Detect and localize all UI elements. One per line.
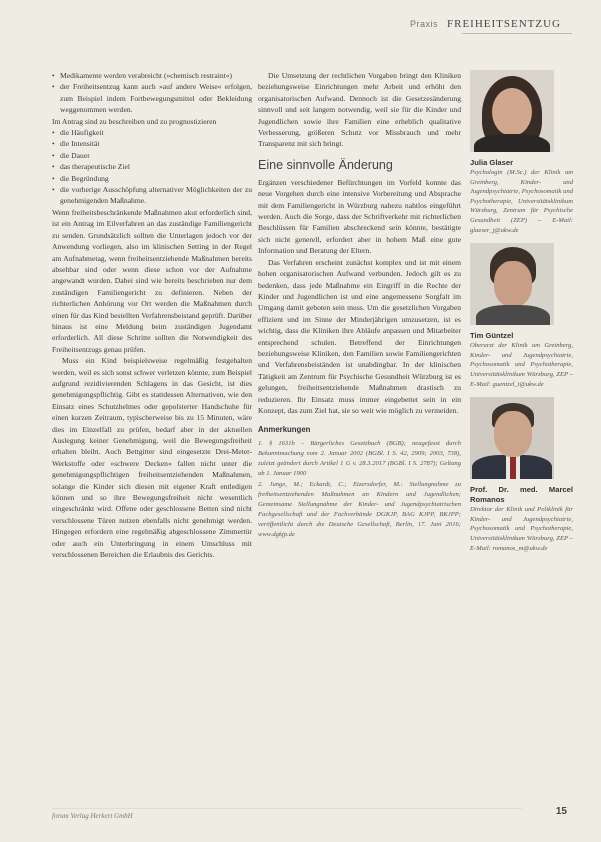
author-photo: [470, 243, 554, 325]
author-name: Tim Güntzel: [470, 331, 514, 341]
column-middle: [258, 70, 461, 541]
author-name: Julia Glaser: [470, 158, 514, 167]
note-item: 2. Junge, M.; Eckardt, C.; Etzersdorfer, M.: Stellungnahme zu freiheitsentziehenden Maßnahmen an Kindern und Jugendlichen; Gemeinsame Stellungnahme der Kinder- und Jugendpsychiatrischen Fachgesellschaft und der Fachverbände DGKJP, BAG KJPP, BKJPP; veröffentlicht durch die Deutsche Gesellschaft, Berlin, 17. Juni 2016; www.dgkjp.de: [258, 480, 461, 538]
author-card: [470, 243, 573, 389]
page-header: [410, 18, 561, 30]
list-item: • die Häufigkeit: [52, 127, 252, 138]
section-heading: Eine sinnvolle Änderung: [258, 157, 393, 172]
body-paragraph: Muss ein Kind beispielsweise regelmäßig festgehalten werden, weil es sich sonst schwer verletzen könnte, zum Beispiel aufgrund rezidivierenden Schlagens in das Gesicht, ist dies genehmigungspflichtig. Gibt es stattdessen Alternativen, wie den Einsatz eines Schutzhelmes oder gepolsterter Handschuhe für einen kurzen Zeitraum, typischerweise bis zu 15 Minuten, wäre dies im Einzelfall zu prüfen, bedarf aber in der aktuellen Auslegung keiner Genehmigung, weil die Bewegungsfreiheit erhalten bleibt. Auch Bettgitter sind eingesetzte Drei-Meter-Werkstoffe oder »schwere Decken« fallen nicht unter die genehmigungspflichtigen freiheitsentziehenden Maßnahmen, solange die Kinder sich diesen mit eigener Kraft entledigen können und so ihre Bewegungsfreiheit nicht wesentlich eingeschränkt wird. Offene oder geschlossene Betten sind nicht verschlossene Türen nutzen ebenfalls nicht genehmigt werden. Hingegen erfordern eine regelmäßig abgeschlossene Zimmertür oder auch ein Unterbringung in einem Umschluss mit verschlossenen Bereichen die Erlaubnis des Gerichts.: [52, 356, 252, 560]
footer-journal: forum Verlag Herkert GmbH: [52, 812, 133, 820]
body-paragraph: Wenn freiheitsbeschränkende Maßnahmen akut erforderlich sind, ist ein Antrag im Eilverfahren an das zuständige Familiengericht zu senden. Grundsätzlich sollten die Unterlagen jedoch vor der Anwendung vorliegen, also im klinischen Setting in der Regel am Aufnahmetag, wenn freiheitsentziehende Maßnahmen bereits absehbar sind oder wenn diese schon vor der Aufnahme angewandt wurden. Dabei sind wie bereits beschrieben nur dem zuständigen Familiengericht zu definieren. Neben der richterlichen Anhörung vor Ort werden die Maßnahmen durch einen für das Kind bestellten Verfahrensbeistand geprüft. Darüber hinaus ist eine Meldung beim zuständigen Jugendamt erforderlich. All diese Schritte sollten die Notwendigkeit des Freiheitsentzugs genau prüfen.: [52, 207, 252, 354]
author-card: [470, 70, 573, 235]
notes-list: [258, 439, 461, 540]
list-item: • die Intensität: [52, 138, 252, 149]
body-paragraph: Ergänzen verschiedener Befürchtungen im Vorfeld konnte das neue Vorgehen durch eine intensive Vorbereitung und Absprache mit dem Familiengericht in Würzburg nahezu nahtlos eingeführt werden. Auch die Sorge, dass der Schriftverkehr mit richterlichen Beschlüssen für Familien abschreckend sein könnte, bestätigte sich nicht generell, erfordert aber in hohem Maß eine gute Information und Beratung der Eltern.: [258, 177, 461, 256]
list-item: • der Freiheitsentzug kann auch »auf andere Weise« erfolgen, zum Beispiel indem Fortbewegungsmittel oder Bekleidung weggenommen werden.: [52, 81, 252, 115]
list-item: • Medikamente werden verabreicht (»chemisch restraint«): [52, 70, 252, 81]
header-rule: [462, 33, 572, 34]
topic-label: FREIHEITSENTZUG: [447, 18, 561, 30]
section-label: Praxis: [409, 19, 438, 29]
author-photo: [470, 397, 554, 479]
bullet-list-b: [52, 127, 252, 207]
list-item: • die Begründung: [52, 173, 252, 184]
author-name: Prof. Dr. med. Marcel Romanos: [470, 485, 573, 505]
list-item: • die Dauer: [52, 150, 252, 161]
page-number: 15: [555, 806, 567, 817]
list-item: • das therapeutische Ziel: [52, 161, 252, 172]
notes-heading: Anmerkungen: [258, 425, 311, 435]
column-authors: [470, 70, 573, 561]
author-bio: Direktor der Klinik und Poliklinik für Kinder- und Jugendpsychiatrie, Psychosomatik und Psychotherapie, Universitätsklinikum Würzburg, ZEP – E-Mail: romanos_m@ukw.de: [470, 506, 573, 552]
author-bio: Psychologin (M.Sc.) der Klinik am Greinberg, Kinder- und Jugendpsychiatrie, Psychosomatik und Psychotherapie, Universitätsklinikum Würzburg, Zentrum für Psychische Gesundheit (ZEP) – E-Mail: glaeser_j@ukw.de: [470, 169, 573, 234]
author-photo: [470, 70, 554, 152]
column-left: [52, 70, 252, 560]
author-card: [470, 397, 573, 553]
author-bio: Oberarzt der Klinik am Greinberg, Kinder- und Jugendpsychiatrie, Psychosomatik und Psychotherapie, Universitätsklinikum Würzburg, ZEP – E-Mail: guentzel_t@ukw.de: [470, 342, 573, 388]
body-paragraph: Die Umsetzung der rechtlichen Vorgaben bringt den Kliniken beziehungsweise Einrichtungen mehr Arbeit und erhöht den organisatorischen Aufwand. Dennoch ist die Gesetzesänderung sinnvoll und seit langem notwendig, weil sie für die Kinder und Jugendlichen sowie ihre Familien eine erheblich qualitative Verbesserung, größeren Schutz vor Missbrauch und mehr Transparenz mit sich bringt.: [258, 71, 461, 149]
list-item: • die vorherige Ausschöpfung alternativer Möglichkeiten der zu genehmigenden Maßnahme.: [52, 184, 252, 207]
note-item: 1. § 1631b – Bürgerliches Gesetzbuch (BGB); neugefasst durch Bekanntmachung vom 2. Januar 2002 (BGBl. I S. 42, 2909; 2003, 738), zuletzt geändert durch Artikel 1 G v. 28.3.2017 (BGBl. I S. 2787); Geltung ab 1. Januar 1900: [258, 439, 461, 477]
list-intro: Im Antrag sind zu beschreiben und zu prognostizieren: [52, 116, 217, 126]
body-paragraph: Das Verfahren erscheint zunächst komplex und ist mit einem hohen organisatorischen Aufwand verbunden. Jedoch gilt es zu bedenken, dass jede Maßnahme ein Eingriff in die Rechte der Kinder und Jugendlichen ist und eine angemessene Sorgfalt im Umgang damit geboten sein muss. Um die gesetzlichen Vorgaben effizient und im Sinne der Minderjährigen umzusetzen, ist es wichtig, dass die Kliniken ihre Abläufe anpassen und Mitarbeiter entsprechend schulen. Betreffend der Einrichtungen beziehungsweise Kliniken, den Familien sowie Familiengerichten und Verfahrensbeiständen ist unabdingbar. In der klinischen Tätigkeit am Zentrum für Psychische Gesundheit Würzburg ist es gelungen, freiheitsentziehende Maßnahmen drastisch zu reduzieren. Ihr Einsatz muss immer eingebettet sein in ein Konzept, das zum Ziel hat, sie so weit wie möglich zu vermeiden.: [258, 257, 461, 415]
footer-rule: [52, 808, 522, 809]
bullet-list-a: [52, 70, 252, 116]
